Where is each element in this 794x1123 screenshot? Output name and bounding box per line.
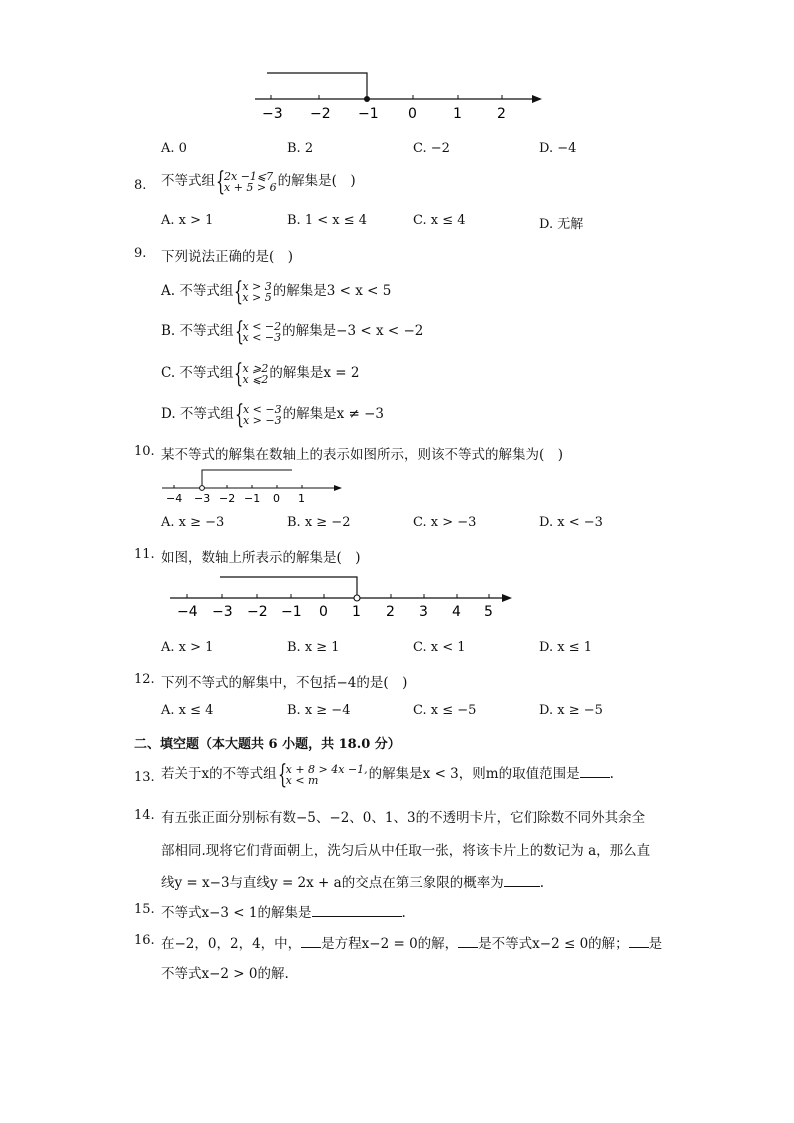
q11-option-b[interactable]: B. x ≥ 1 — [287, 640, 340, 655]
answer-blank[interactable] — [458, 935, 478, 948]
q12-option-b[interactable]: B. x ≥ −4 — [287, 703, 351, 718]
tick-label: −1 — [281, 604, 302, 620]
q8-option-a[interactable]: A. x > 1 — [161, 213, 214, 228]
q9-option-b[interactable]: B. 不等式组 { x < −2 x < −3 的解集是−3 < x < −2 — [161, 316, 424, 347]
tick-label: 0 — [273, 492, 280, 505]
q8-system: { 2x −1⩽7 x + 5 > 6 — [216, 166, 277, 197]
q7-option-d[interactable]: D. −4 — [539, 141, 577, 156]
tick-label: −3 — [262, 106, 283, 122]
tick-label: −3 — [212, 604, 233, 620]
tick-label: 3 — [419, 604, 428, 620]
q12-number: 12. — [134, 672, 155, 687]
q16-line-2: 不等式x−2 > 0的解. — [161, 966, 289, 982]
tick-label: −2 — [247, 604, 268, 620]
tick-label: 2 — [386, 604, 395, 620]
tick-label: 1 — [453, 106, 462, 122]
q11-option-c[interactable]: C. x < 1 — [413, 640, 466, 655]
tick-label: −1 — [244, 492, 261, 505]
number-line-q10 — [160, 466, 350, 506]
q14-line-2: 部相同.现将它们背面朝上，洗匀后从中任取一张，将该卡片上的数记为 a，那么直 — [161, 843, 651, 859]
q12-stem: 下列不等式的解集中，不包括−4的是( ) — [161, 675, 408, 691]
q8-option-c[interactable]: C. x ≤ 4 — [413, 213, 466, 228]
q15-stem: 不等式x−3 < 1的解集是 . — [161, 905, 406, 921]
q11-option-d[interactable]: D. x ≤ 1 — [539, 640, 592, 655]
q9-option-a[interactable]: A. 不等式组 { x > 3 x > 5 的解集是3 < x < 5 — [161, 276, 392, 307]
q12-option-d[interactable]: D. x ≥ −5 — [539, 703, 603, 718]
q10-stem: 某不等式的解集在数轴上的表示如图所示，则该不等式的解集为( ) — [161, 447, 564, 463]
q12-option-a[interactable]: A. x ≤ 4 — [161, 703, 214, 718]
q10-option-a[interactable]: A. x ≥ −3 — [161, 515, 225, 530]
q7-option-c[interactable]: C. −2 — [413, 141, 450, 156]
q14-line-1: 有五张正面分别标有数−5、−2、0、1、3的不透明卡片，它们除数不同外其余全 — [161, 810, 646, 826]
q10-number: 10. — [134, 444, 155, 459]
q8-stem: 不等式组 { 2x −1⩽7 x + 5 > 6 的解集是( ) — [161, 166, 356, 197]
tick-label: 1 — [352, 604, 361, 620]
q9-option-d[interactable]: D. 不等式组 { x < −3 x > −3 的解集是x ≠ −3 — [161, 399, 384, 430]
q11-number: 11. — [134, 547, 155, 562]
number-line-q11 — [165, 568, 517, 620]
tick-label: 5 — [484, 604, 493, 620]
q14-line-3: 线y = x−3与直线y = 2x + a的交点在第三象限的概率为 . — [161, 875, 544, 891]
answer-blank[interactable] — [580, 765, 610, 778]
tick-label: −3 — [194, 492, 211, 505]
tick-label: −1 — [358, 106, 379, 122]
q13-stem: 若关于x的不等式组 { x + 8 > 4x −1, x < m 的解集是x < 3，则m的取值范围是 . — [161, 759, 614, 790]
tick-label: 1 — [298, 492, 305, 505]
tick-label: −4 — [177, 604, 198, 620]
tick-label: −2 — [310, 106, 331, 122]
q13-system: { x + 8 > 4x −1, x < m — [277, 759, 368, 790]
q7-option-a[interactable]: A. 0 — [161, 141, 187, 156]
q8-number: 8. — [134, 178, 147, 193]
answer-blank[interactable] — [629, 935, 649, 948]
answer-blank[interactable] — [301, 935, 321, 948]
tick-label: −4 — [166, 492, 183, 505]
q16-number: 16. — [134, 933, 155, 948]
q11-stem: 如图，数轴上所表示的解集是( ) — [161, 550, 361, 566]
q14-number: 14. — [134, 808, 155, 823]
tick-label: 4 — [452, 604, 461, 620]
q8-option-d[interactable]: D. 无解 — [539, 217, 584, 232]
q8-option-b[interactable]: B. 1 < x ≤ 4 — [287, 213, 368, 228]
tick-label: 0 — [408, 106, 417, 122]
q10-option-b[interactable]: B. x ≥ −2 — [287, 515, 351, 530]
q9-option-c[interactable]: C. 不等式组 { x ⩾2 x ⩽2 的解集是x = 2 — [161, 358, 360, 389]
q16-line-1: 在−2，0，2，4，中， 是方程x−2 = 0的解， 是不等式x−2 ≤ 0的解； 是 — [161, 936, 663, 952]
q13-number: 13. — [134, 770, 155, 785]
q15-number: 15. — [134, 902, 155, 917]
section-heading: 二、填空题（本大题共 6 小题，共 18.0 分） — [134, 737, 401, 752]
q7-option-b[interactable]: B. 2 — [287, 141, 314, 156]
q10-option-d[interactable]: D. x < −3 — [539, 515, 603, 530]
tick-label: 2 — [497, 106, 506, 122]
tick-label: −2 — [219, 492, 236, 505]
tick-label: 0 — [319, 604, 328, 620]
q9-number: 9. — [134, 246, 147, 261]
number-line-q7 — [250, 65, 550, 125]
q9-stem: 下列说法正确的是( ) — [161, 249, 294, 265]
q11-option-a[interactable]: A. x > 1 — [161, 640, 214, 655]
answer-blank[interactable] — [312, 904, 402, 917]
q12-option-c[interactable]: C. x ≤ −5 — [413, 703, 477, 718]
q10-option-c[interactable]: C. x > −3 — [413, 515, 477, 530]
answer-blank[interactable] — [504, 874, 540, 887]
